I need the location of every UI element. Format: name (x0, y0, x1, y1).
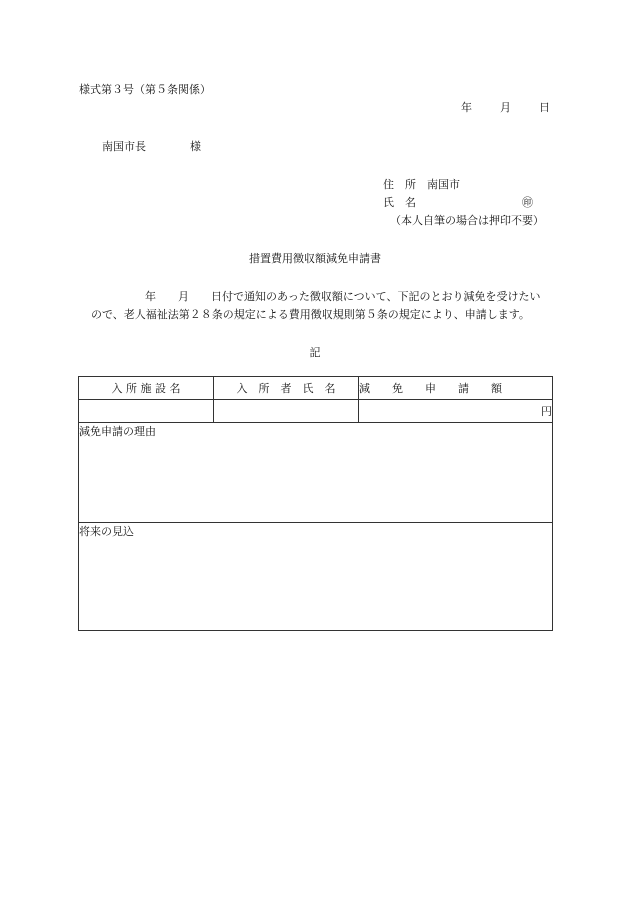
date-month: 月 (500, 101, 511, 114)
date-day: 日 (539, 101, 550, 114)
addressee: 南国市長 様 (102, 140, 201, 153)
header-facility-name: 入 所 施 設 名 (79, 377, 214, 400)
outlook-label: 将来の見込 (79, 525, 134, 538)
header-resident-name: 入 所 者 氏 名 (214, 377, 359, 400)
seal-mark: ㊞ (522, 196, 533, 209)
reduction-amount-field[interactable]: 円 (359, 400, 553, 423)
document-title: 措置費用徴収額減免申請書 (249, 252, 381, 265)
resident-name-field[interactable] (214, 400, 359, 423)
outlook-field[interactable] (79, 523, 553, 631)
form-number: 様式第３号（第５条関係） (79, 83, 211, 96)
application-table (78, 376, 553, 631)
outlook-row (79, 523, 553, 631)
reason-label: 減免申請の理由 (79, 425, 156, 438)
table-header-row (79, 377, 553, 400)
body-text-line-1: 年 月 日付で通知のあった徴収額について、下記のとおり減免を受けたい (145, 290, 541, 303)
reason-field[interactable] (79, 423, 553, 523)
applicant-name-row (383, 194, 533, 210)
date-line (461, 99, 550, 115)
applicant-address: 住 所 南国市 (383, 178, 460, 191)
body-text-line-2: ので、老人福祉法第２８条の規定による費用徴収規則第５条の規定により、申請します。 (91, 308, 530, 321)
seal-note: （本人自筆の場合は押印不要） (390, 214, 544, 227)
date-year: 年 (461, 101, 472, 114)
reason-row (79, 423, 553, 523)
table-value-row (79, 400, 553, 423)
header-reduction-amount: 減 免 申 請 額 (359, 377, 553, 400)
facility-name-field[interactable] (79, 400, 214, 423)
record-label: 記 (309, 346, 321, 359)
applicant-name-label: 氏 名 (383, 196, 416, 209)
